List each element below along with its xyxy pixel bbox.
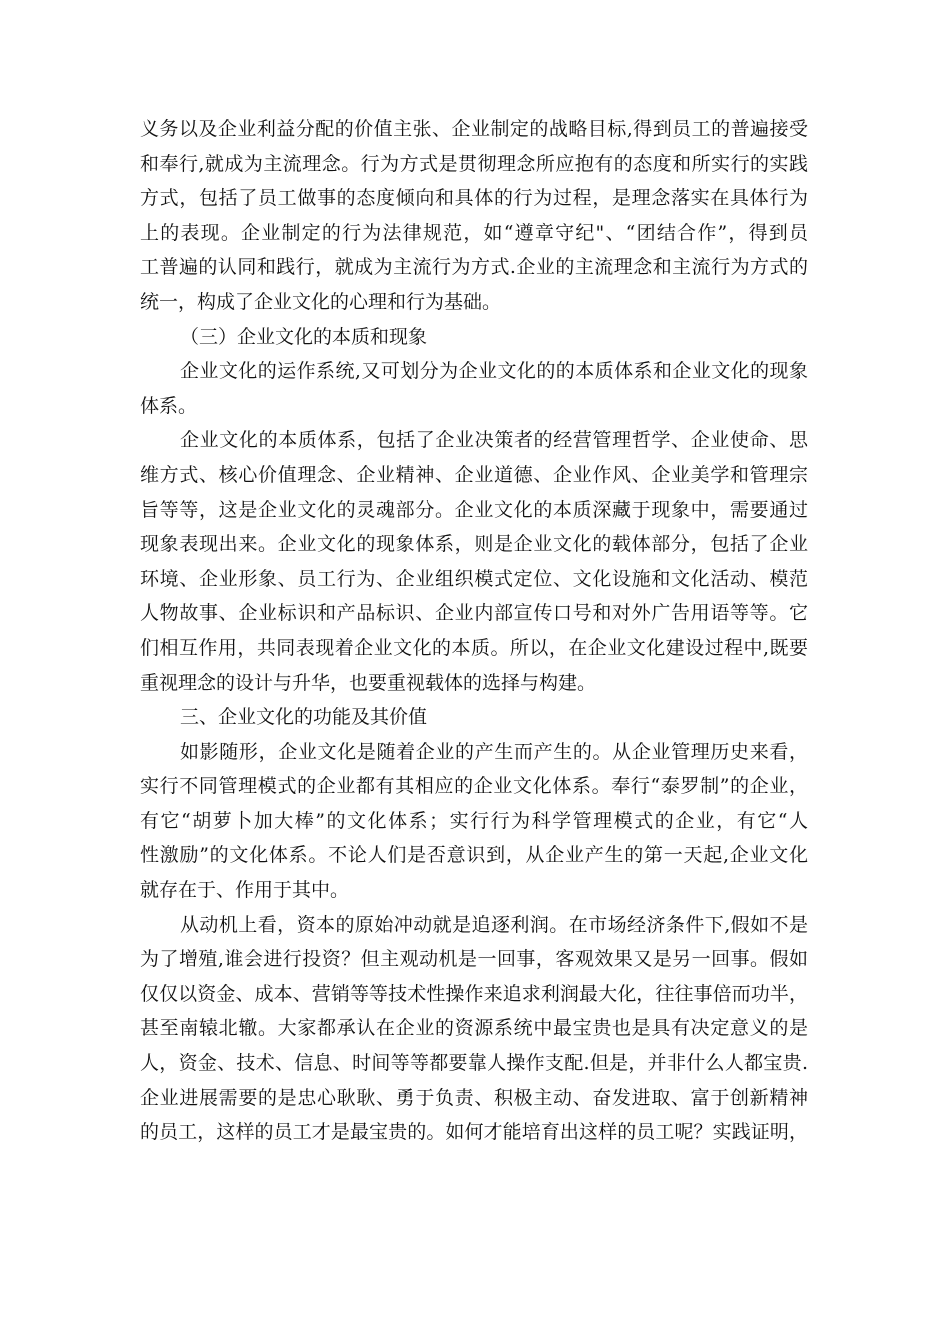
text-line: 为了增殖,谁会进行投资？但主观动机是一回事，客观效果又是另一回事。假如 — [140, 948, 808, 971]
text-line: 上的表现。企业制定的行为法律规范，如“遵章守纪"、“团结合作”，得到员 — [140, 221, 808, 244]
text-line: 方式，包括了员工做事的态度倾向和具体的行为过程，是理念落实在具体行为 — [140, 187, 808, 210]
text-line: 从动机上看，资本的原始冲动就是追逐利润。在市场经济条件下,假如不是 — [180, 913, 808, 936]
text-line: 和奉行,就成为主流理念。行为方式是贯彻理念所应抱有的态度和所实行的实践 — [140, 152, 808, 175]
text-line: 有它“胡萝卜加大棒”的文化体系；实行行为科学管理模式的企业，有它“人 — [140, 809, 808, 832]
text-line: 重视理念的设计与升华，也要重视载体的选择与构建。 — [140, 671, 597, 694]
text-line: 工普遍的认同和践行，就成为主流行为方式.企业的主流理念和主流行为方式的 — [140, 256, 808, 279]
text-line: 体系。 — [140, 394, 198, 417]
text-line: 仅仅以资金、成本、营销等等技术性操作来追求利润最大化，往往事倍而功半， — [140, 982, 808, 1005]
text-line: （三）企业文化的本质和现象 — [180, 325, 428, 348]
text-line: 企业进展需要的是忠心耿耿、勇于负责、积极主动、奋发进取、富于创新精神 — [140, 1086, 808, 1109]
text-line: 性激励”的文化体系。不论人们是否意识到，从企业产生的第一天起,企业文化 — [140, 844, 808, 867]
text-line: 实行不同管理模式的企业都有其相应的企业文化体系。奉行“泰罗制”的企业， — [140, 775, 808, 798]
text-line: 就存在于、作用于其中。 — [140, 879, 350, 902]
text-line: 三、企业文化的功能及其价值 — [180, 706, 428, 729]
text-line: 企业文化的运作系统,又可划分为企业文化的的本质体系和企业文化的现象 — [180, 360, 808, 383]
body-text — [140, 112, 808, 1150]
text-line: 义务以及企业利益分配的价值主张、企业制定的战略目标,得到员工的普遍接受 — [140, 118, 808, 140]
text-line: 现象表现出来。企业文化的现象体系，则是企业文化的载体部分，包括了企业 — [140, 533, 808, 556]
text-line: 的员工，这样的员工才是最宝贵的。如何才能培育出这样的员工呢？实践证明， — [140, 1121, 808, 1144]
text-line: 人物故事、企业标识和产品标识、企业内部宣传口号和对外广告用语等等。它 — [140, 602, 808, 625]
text-line: 如影随形，企业文化是随着企业的产生而产生的。从企业管理历史来看， — [180, 740, 808, 763]
text-line: 甚至南辕北辙。大家都承认在企业的资源系统中最宝贵也是具有决定意义的是 — [140, 1017, 808, 1040]
text-line: 人，资金、技术、信息、时间等等都要靠人操作支配.但是，并非什么人都宝贵. — [140, 1052, 808, 1075]
text-line: 旨等等，这是企业文化的灵魂部分。企业文化的本质深藏于现象中，需要通过 — [140, 498, 808, 521]
text-line: 企业文化的本质体系，包括了企业决策者的经营管理哲学、企业使命、思 — [180, 429, 808, 452]
text-line: 维方式、核心价值理念、企业精神、企业道德、企业作风、企业美学和管理宗 — [140, 463, 808, 486]
text-line: 们相互作用，共同表现着企业文化的本质。所以，在企业文化建设过程中,既要 — [140, 636, 808, 659]
text-line: 统一，构成了企业文化的心理和行为基础。 — [140, 290, 502, 313]
text-line: 环境、企业形象、员工行为、企业组织模式定位、文化设施和文化活动、模范 — [140, 567, 808, 590]
